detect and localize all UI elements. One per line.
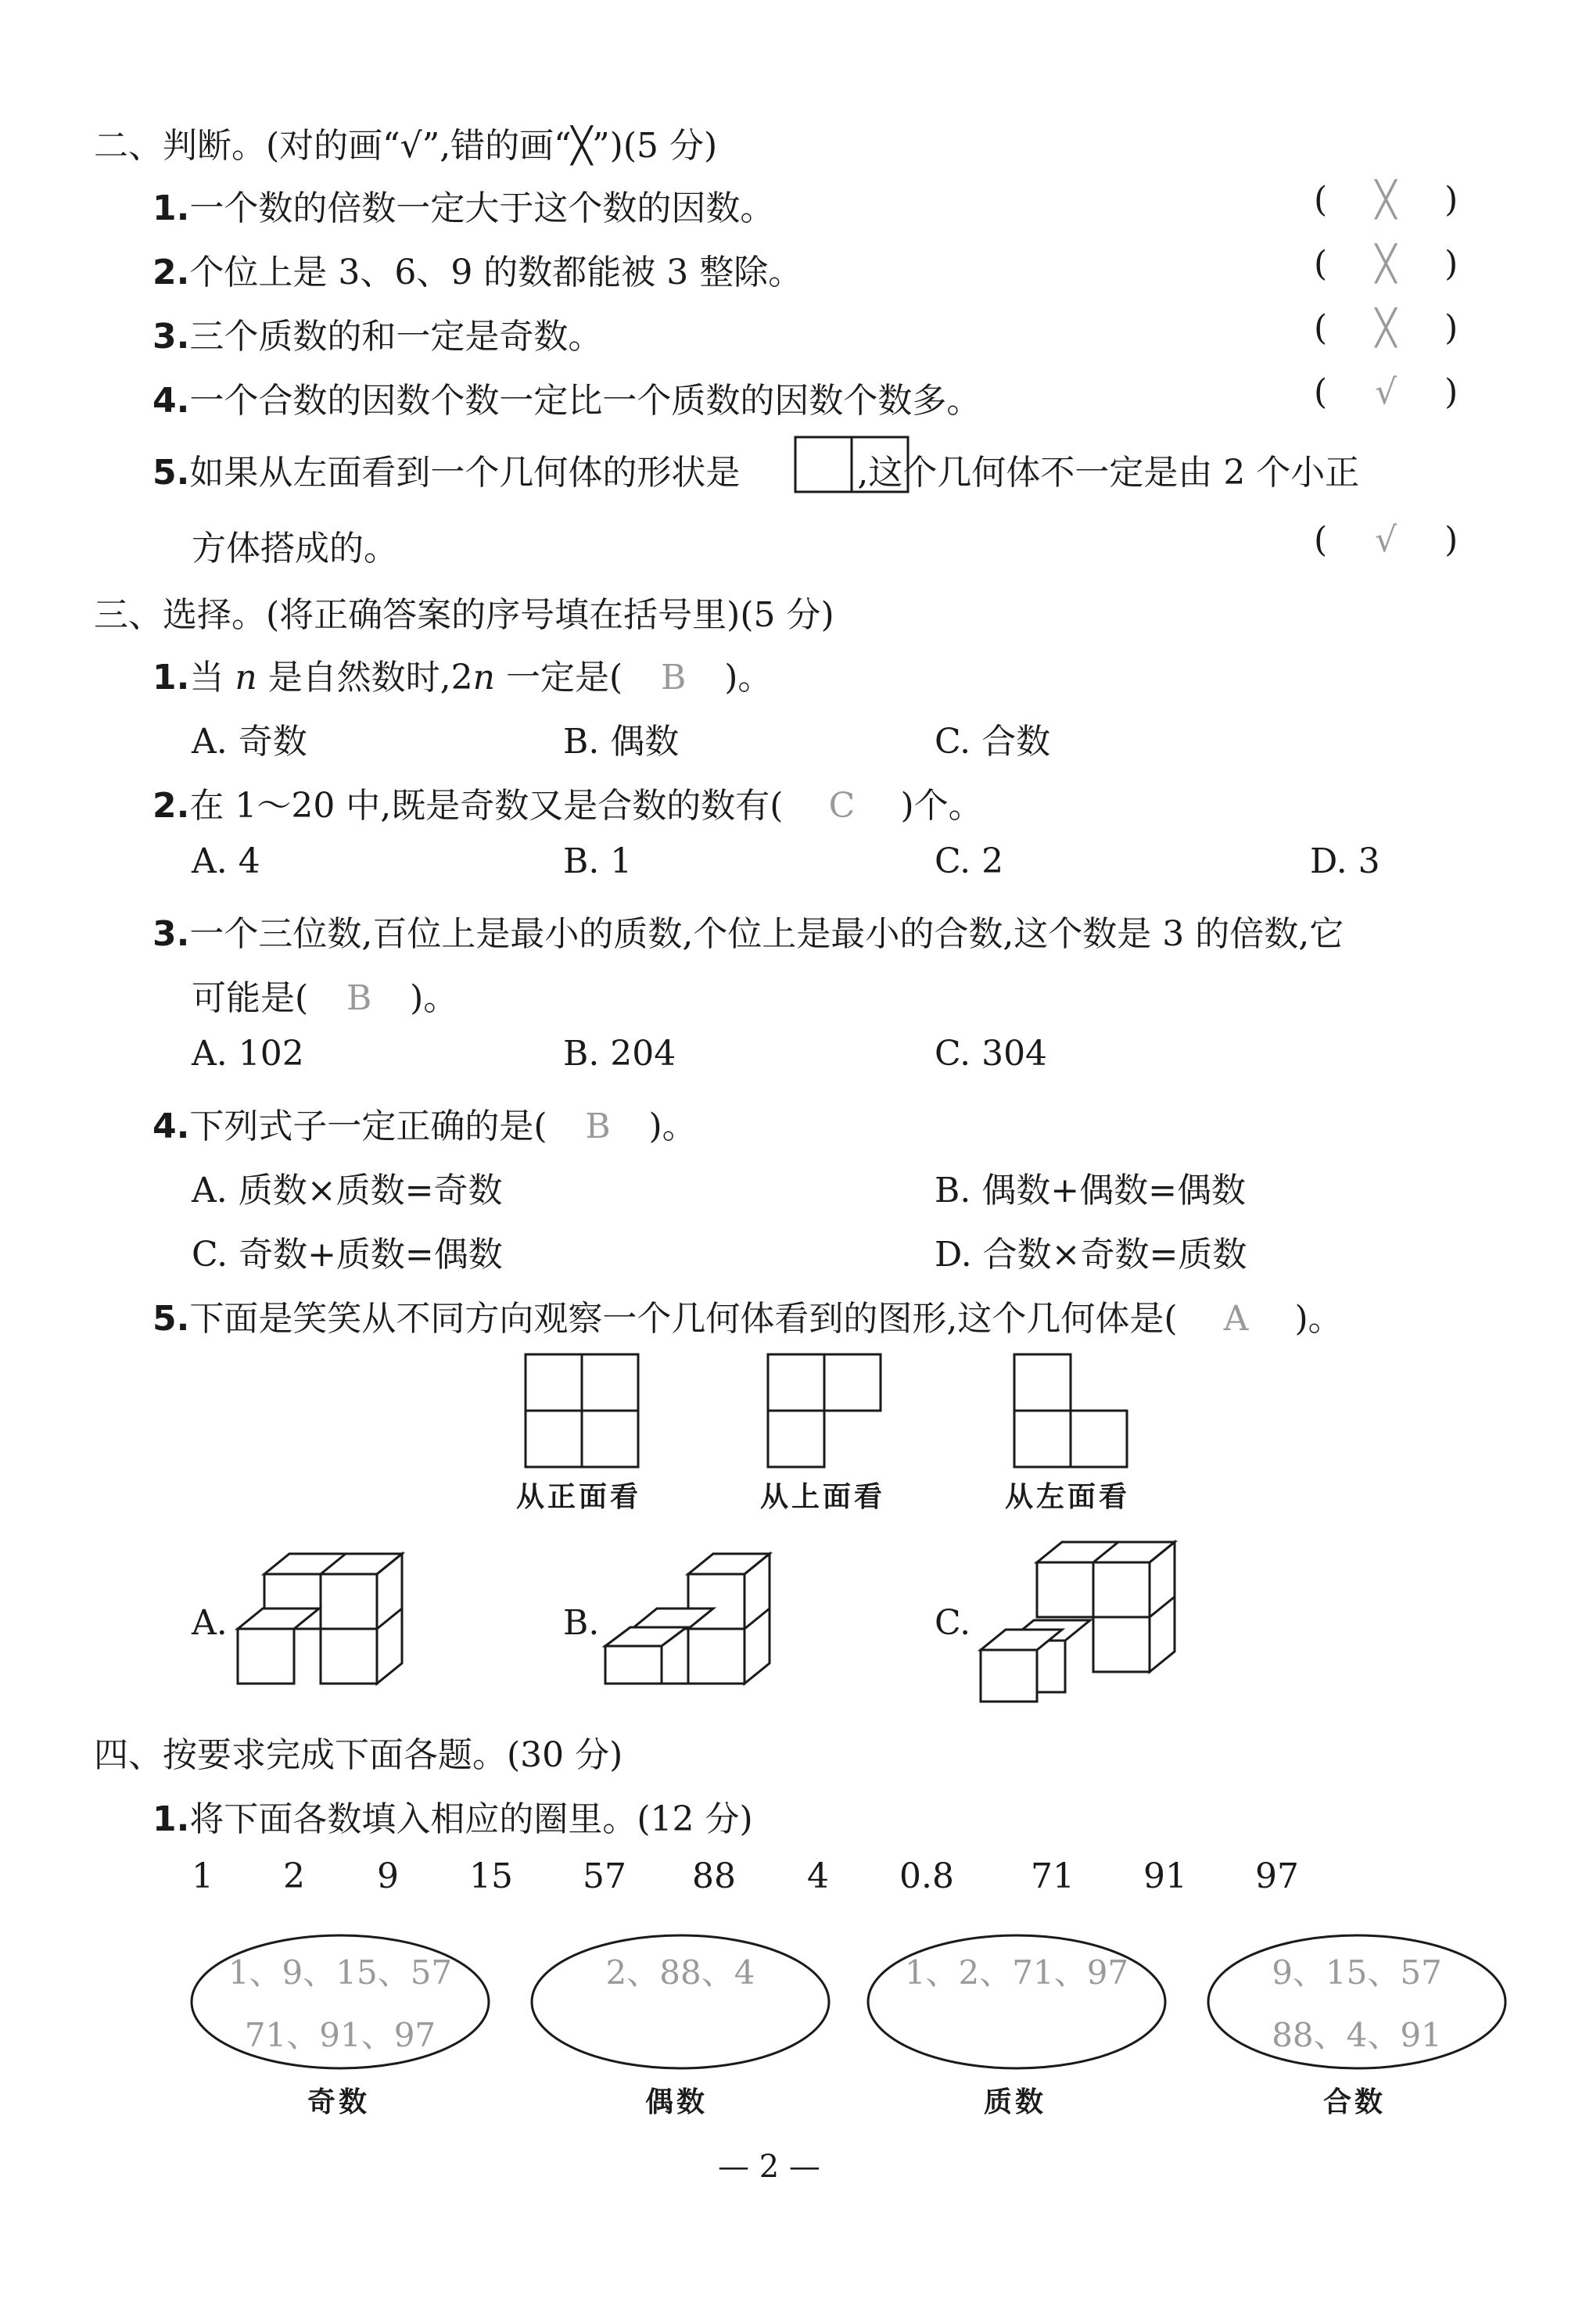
answer-q5: A	[1223, 1299, 1249, 1339]
answer-paren-3: ( ╳ )	[1314, 308, 1458, 348]
q4-option-d: D. 合数×奇数=质数	[935, 1235, 1247, 1275]
oval-odd-line2: 71、91、97	[244, 2016, 436, 2054]
answer-q3: B	[346, 978, 372, 1018]
answer-paren-1: ( ╳ )	[1314, 180, 1458, 220]
q4-option-a: A. 质数×质数=奇数	[192, 1171, 503, 1210]
solid-choice-a-label: A.	[192, 1603, 228, 1643]
fill-q1: 1.将下面各数填入相应的圈里。(12 分)	[152, 1799, 753, 1839]
number-item: 0.8	[899, 1856, 954, 1896]
number-item: 9	[377, 1856, 399, 1896]
answer-q2: C	[828, 786, 856, 826]
left-view-diagram	[1013, 1353, 1130, 1470]
answer-paren-2: ( ╳ )	[1314, 244, 1458, 284]
number-item: 4	[807, 1856, 829, 1896]
q4-option-b: B. 偶数+偶数=偶数	[935, 1171, 1247, 1210]
q3-option-a: A. 102	[192, 1034, 304, 1074]
oval-prime-line1: 1、2、71、97	[904, 1953, 1129, 1992]
section3-title: 三、选择。(将正确答案的序号填在括号里)(5 分)	[94, 595, 834, 635]
solid-choice-b-diagram	[602, 1544, 782, 1701]
choice-q1: 1.当 n 是自然数时,2n 一定是( B )。	[152, 658, 773, 698]
choice-q5: 5.下面是笑笑从不同方向观察一个几何体看到的图形,这个几何体是( A )。	[152, 1299, 1343, 1339]
judge-item-5-line2: 方体搭成的。	[192, 529, 398, 568]
choice-q3: 3.一个三位数,百位上是最小的质数,个位上是最小的合数,这个数是 3 的倍数,它	[152, 914, 1344, 954]
judge-item-3: 3.三个质数的和一定是奇数。	[152, 317, 603, 357]
number-item: 1	[192, 1856, 213, 1896]
side-view-two-squares-icon	[794, 433, 913, 496]
oval-composite-line1: 9、15、57	[1272, 1953, 1442, 1992]
number-item: 2	[283, 1856, 305, 1896]
q3-option-c: C. 304	[935, 1034, 1048, 1074]
q3-option-b: B. 204	[563, 1034, 676, 1074]
oval-prime-label: 质数	[984, 2086, 1047, 2118]
oval-odd-label: 奇数	[307, 2086, 371, 2118]
caption-top-view: 从上面看	[760, 1480, 886, 1513]
oval-even-line1: 2、88、4	[605, 1953, 755, 1992]
q2-option-b: B. 1	[563, 841, 633, 881]
oval-composite-line2: 88、4、91	[1272, 2016, 1442, 2054]
number-item: 57	[583, 1856, 626, 1896]
q2-option-a: A. 4	[192, 841, 260, 881]
page-number: — 2 —	[718, 2149, 820, 2185]
number-list	[0, 1856, 1593, 1903]
answer-q1: B	[661, 658, 687, 698]
judge-item-4: 4.一个合数的因数个数一定比一个质数的因数个数多。	[152, 381, 981, 421]
q1-option-a: A. 奇数	[192, 722, 307, 762]
answer-q4: B	[585, 1106, 611, 1146]
caption-front-view: 从正面看	[516, 1480, 642, 1513]
number-item: 88	[692, 1856, 736, 1896]
oval-odd-line1: 1、9、15、57	[228, 1953, 453, 1992]
number-item: 91	[1143, 1856, 1187, 1896]
front-view-diagram	[524, 1353, 641, 1470]
choice-q3-line2: 可能是( B )。	[192, 978, 458, 1018]
number-item: 15	[469, 1856, 513, 1896]
judge-item-1: 1.一个数的倍数一定大于这个数的因数。	[152, 188, 775, 228]
oval-composite-label: 合数	[1323, 2086, 1387, 2118]
number-item: 97	[1255, 1856, 1299, 1896]
solid-choice-b-label: B.	[563, 1603, 600, 1643]
caption-left-view: 从左面看	[1005, 1480, 1131, 1513]
number-item: 71	[1031, 1856, 1075, 1896]
q4-option-c: C. 奇数+质数=偶数	[192, 1235, 503, 1275]
solid-choice-c-diagram	[978, 1533, 1189, 1705]
solid-choice-a-diagram	[235, 1544, 414, 1701]
answer-paren-5: ( √ )	[1314, 520, 1458, 560]
q2-option-c: C. 2	[935, 841, 1004, 881]
top-view-diagram	[766, 1353, 884, 1470]
section4-title: 四、按要求完成下面各题。(30 分)	[94, 1735, 623, 1775]
solid-choice-c-label: C.	[935, 1603, 971, 1643]
q2-option-d: D. 3	[1310, 841, 1380, 881]
choice-q2: 2.在 1～20 中,既是奇数又是合数的数有( C )个。	[152, 786, 983, 826]
choice-q4: 4.下列式子一定正确的是( B )。	[152, 1106, 697, 1146]
oval-even-label: 偶数	[645, 2086, 709, 2118]
q1-option-c: C. 合数	[935, 722, 1051, 762]
judge-item-2: 2.个位上是 3、6、9 的数都能被 3 整除。	[152, 253, 803, 292]
q1-option-b: B. 偶数	[563, 722, 680, 762]
judge-item-5: 5.如果从左面看到一个几何体的形状是 ,这个几何体不一定是由 2 个小正	[152, 453, 1360, 493]
answer-paren-4: ( √ )	[1314, 372, 1458, 412]
section2-title: 二、判断。(对的画“√”,错的画“╳”)(5 分)	[94, 126, 718, 166]
